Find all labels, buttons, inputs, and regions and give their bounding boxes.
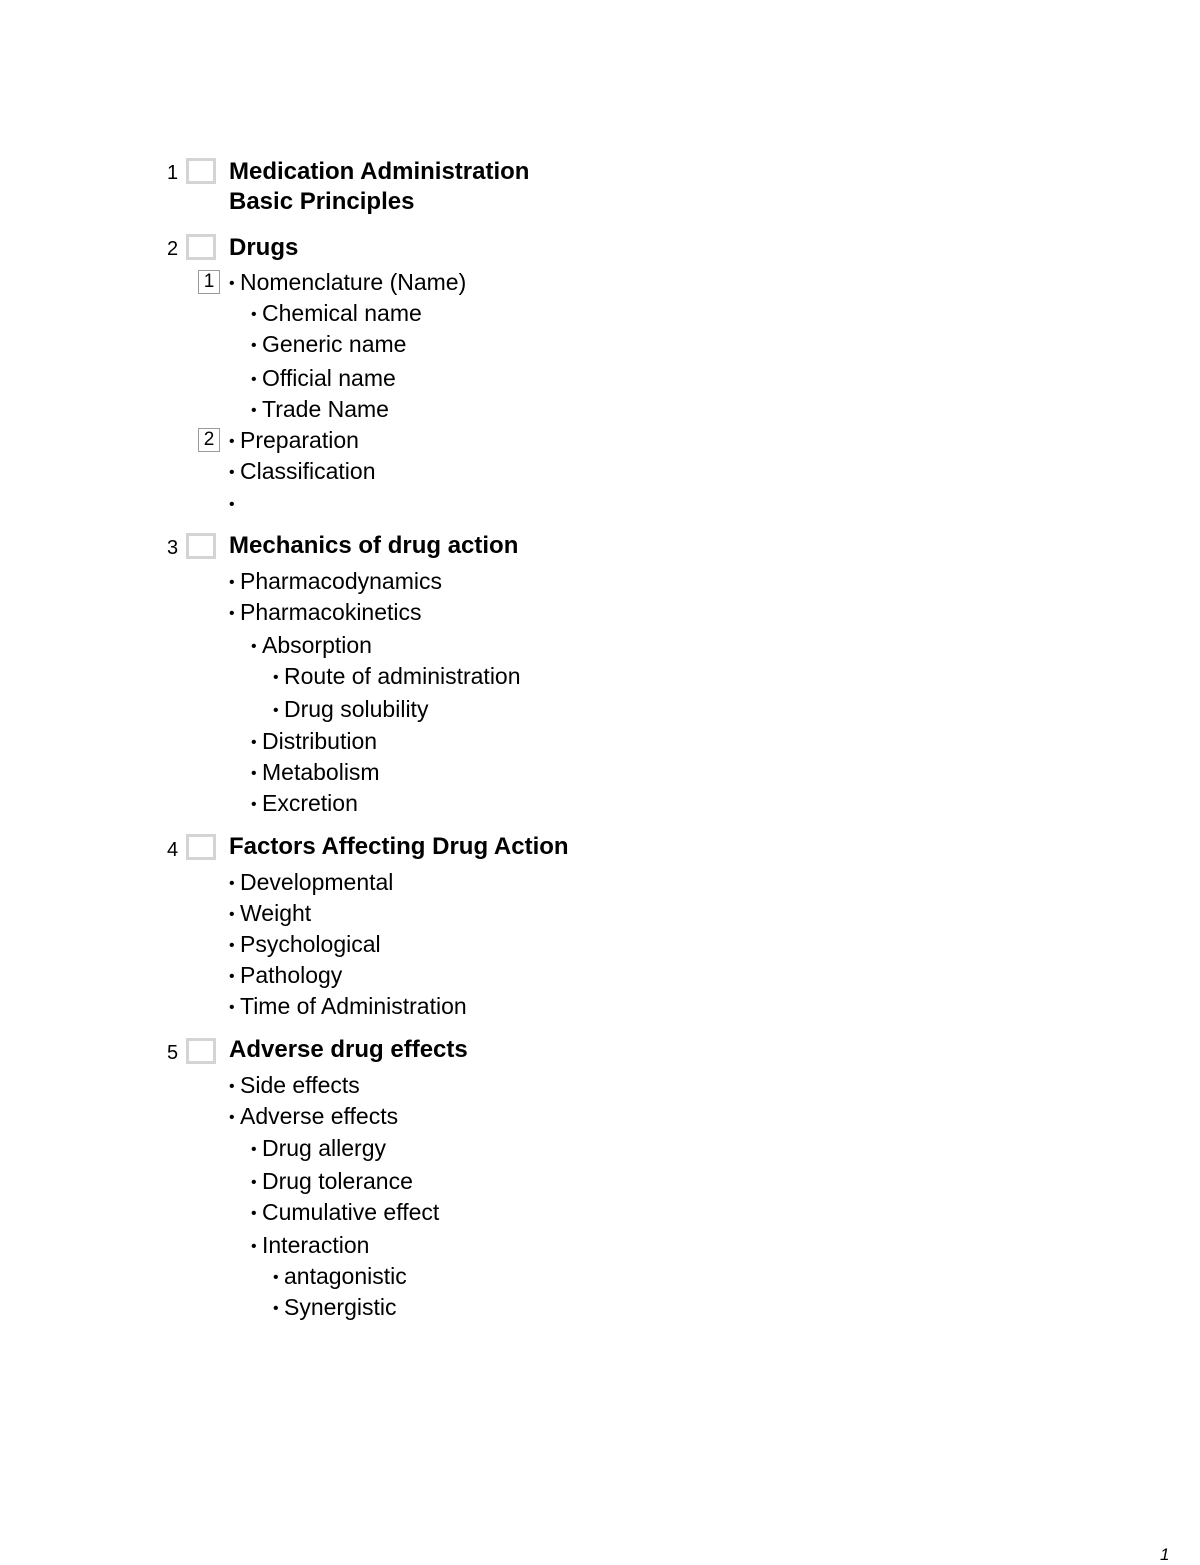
bullet-item: • Pathology: [229, 961, 342, 991]
bullet-item: • Cumulative effect: [251, 1198, 439, 1228]
bullet-glyph: •: [251, 734, 257, 751]
bullet-glyph: •: [229, 968, 235, 985]
bullet-glyph: •: [229, 875, 235, 892]
bullet-glyph: •: [251, 765, 257, 782]
bullet-glyph: •: [229, 275, 235, 292]
slide-title: Drugs: [229, 234, 299, 261]
bullet-glyph: •: [273, 1300, 279, 1317]
slide-thumbnail-placeholder[interactable]: [186, 234, 216, 260]
bullet-item: • Drug allergy: [251, 1134, 386, 1164]
bullet-glyph: •: [229, 574, 235, 591]
bullet-glyph: •: [251, 402, 257, 419]
bullet-item: • Adverse effects: [229, 1102, 398, 1132]
bullet-glyph: •: [251, 306, 257, 323]
bullet-item: • Preparation: [229, 426, 359, 456]
bullet-item: • Weight: [229, 899, 311, 929]
bullet-item: • Trade Name: [251, 395, 389, 425]
bullet-glyph: •: [273, 669, 279, 686]
slide-title-line-1: Medication Administration: [229, 158, 530, 185]
bullet-glyph: •: [229, 1078, 235, 1095]
bullet-glyph: •: [251, 796, 257, 813]
bullet-item: • Excretion: [251, 789, 358, 819]
slide-thumbnail-placeholder[interactable]: [186, 1038, 216, 1064]
bullet-glyph: •: [229, 496, 235, 513]
bullet-item: • Classification: [229, 457, 376, 487]
bullet-glyph: •: [251, 1238, 257, 1255]
slide-title-line-2: Basic Principles: [229, 188, 415, 215]
bullet-glyph: •: [251, 1205, 257, 1222]
bullet-item: • Interaction: [251, 1231, 369, 1261]
bullet-glyph: •: [229, 906, 235, 923]
page-number: 1: [1160, 1545, 1170, 1564]
slide-number: 1: [167, 162, 179, 184]
bullet-item: • Distribution: [251, 727, 377, 757]
slide-thumbnail-placeholder[interactable]: [186, 533, 216, 559]
bullet-glyph: •: [229, 605, 235, 622]
bullet-item: • Drug solubility: [273, 695, 428, 725]
bullet-item: • Metabolism: [251, 758, 380, 788]
bullet-item: • Side effects: [229, 1071, 360, 1101]
slide-thumbnail-placeholder[interactable]: [186, 834, 216, 860]
bullet-glyph: •: [229, 1109, 235, 1126]
bullet-item-empty: [229, 489, 240, 519]
bullet-glyph: •: [273, 1269, 279, 1286]
bullet-glyph: •: [229, 433, 235, 450]
bullet-item: • Psychological: [229, 930, 381, 960]
bullet-item: • Route of administration: [273, 662, 521, 692]
slide-number: 3: [167, 537, 179, 559]
bullet-item: • Drug tolerance: [251, 1167, 413, 1197]
slide-title: Factors Affecting Drug Action: [229, 833, 569, 860]
bullet-glyph: •: [251, 1174, 257, 1191]
bullet-item: • antagonistic: [273, 1262, 407, 1292]
slide-number: 5: [167, 1042, 179, 1064]
bullet-glyph: •: [229, 937, 235, 954]
slide-title: Adverse drug effects: [229, 1036, 468, 1063]
bullet-glyph: •: [273, 702, 279, 719]
bullet-item: • Synergistic: [273, 1293, 396, 1323]
bullet-item: • Developmental: [229, 868, 393, 898]
slide-thumbnail-placeholder[interactable]: [186, 158, 216, 184]
bullet-item: • Official name: [251, 364, 396, 394]
bullet-item: • Absorption: [251, 631, 372, 661]
bullet-glyph: •: [251, 371, 257, 388]
bullet-item: • Time of Administration: [229, 992, 467, 1022]
bullet-item: • Pharmacokinetics: [229, 598, 422, 628]
note-marker-1[interactable]: 1: [198, 270, 220, 294]
note-marker-2[interactable]: 2: [198, 428, 220, 452]
bullet-item: • Chemical name: [251, 299, 422, 329]
bullet-item: • Nomenclature (Name): [229, 268, 466, 298]
bullet-item: • Pharmacodynamics: [229, 567, 442, 597]
bullet-glyph: •: [229, 464, 235, 481]
bullet-glyph: •: [251, 638, 257, 655]
bullet-glyph: •: [229, 999, 235, 1016]
slide-title: Mechanics of drug action: [229, 532, 519, 559]
bullet-glyph: •: [251, 1141, 257, 1158]
bullet-glyph: •: [251, 337, 257, 354]
slide-number: 2: [167, 238, 179, 260]
bullet-item: • Generic name: [251, 330, 406, 360]
slide-number: 4: [167, 839, 179, 861]
